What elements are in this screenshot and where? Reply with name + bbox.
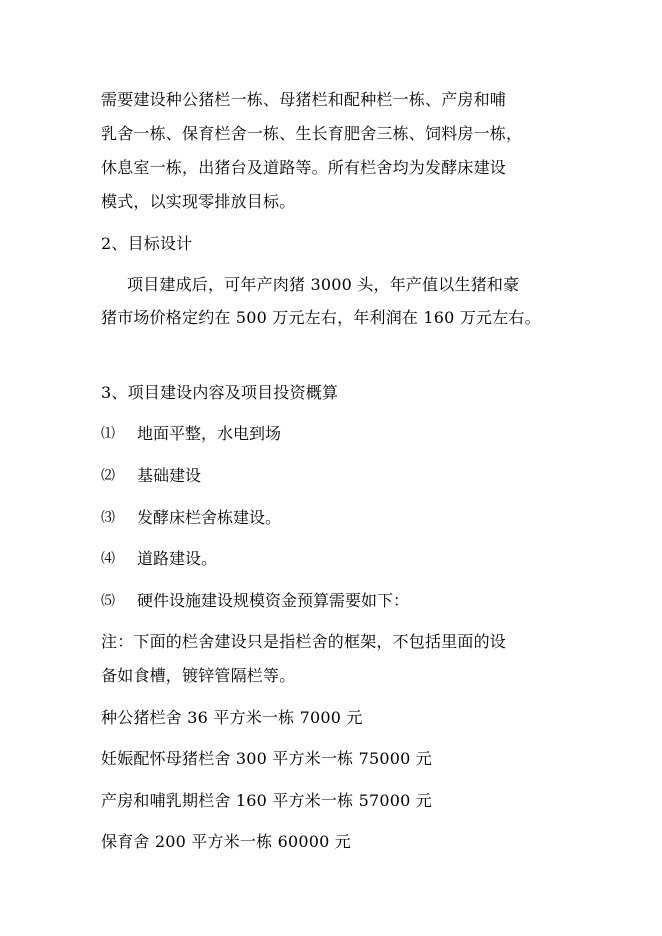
section-heading-3: 3、项目建设内容及项目投资概算: [101, 383, 339, 402]
list-number: ⑴: [101, 426, 115, 442]
paragraph-1-line-4: 模式，以实现零排放目标。: [101, 192, 296, 211]
budget-item: 产房和哺乳期栏舍 160 平方米一栋 57000 元: [101, 791, 432, 810]
paragraph-1-line-1: 需要建设种公猪栏一栋、母猪栏和配种栏一栋、产房和哺: [101, 90, 507, 109]
list-item: 基础建设: [137, 466, 202, 485]
note-line-1: 注：下面的栏舍建设只是指栏舍的框架，不包括里面的设: [101, 632, 507, 651]
list-number: ⑶: [101, 510, 115, 526]
paragraph-1-line-3: 休息室一栋，出猪台及道路等。所有栏舍均为发酵床建设: [101, 158, 507, 177]
budget-item: 保育舍 200 平方米一栋 60000 元: [101, 832, 351, 851]
list-item: 发酵床栏舍栋建设。: [137, 508, 282, 527]
list-number: ⑵: [101, 468, 115, 484]
list-item: 道路建设。: [137, 549, 218, 568]
list-number: ⑸: [101, 593, 115, 609]
budget-item: 妊娠配怀母猪栏舍 300 平方米一栋 75000 元: [101, 749, 432, 768]
list-item: 硬件设施建设规模资金预算需要如下：: [137, 591, 410, 610]
section-heading-2: 2、目标设计: [101, 234, 193, 253]
budget-item: 种公猪栏舍 36 平方米一栋 7000 元: [101, 708, 363, 727]
note-line-2: 备如食槽，镀锌管隔栏等。: [101, 666, 296, 685]
list-item: 地面平整，水电到场: [137, 424, 282, 443]
paragraph-1-line-2: 乳舍一栋、保育栏舍一栋、生长育肥舍三栋、饲料房一栋，: [101, 124, 523, 143]
list-number: ⑷: [101, 551, 115, 567]
paragraph-2-line-2: 猪市场价格定约在 500 万元左右，年利润在 160 万元左右。: [101, 308, 541, 327]
paragraph-2-line-1: 项目建成后，可年产肉猪 3000 头，年产值以生猪和豪: [127, 275, 520, 294]
